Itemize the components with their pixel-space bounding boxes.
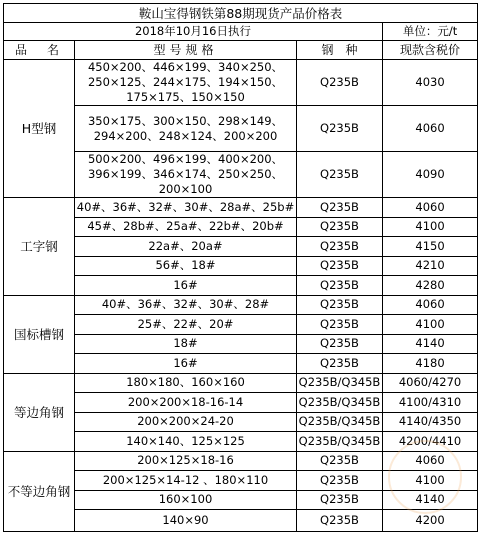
steel-cell: Q235B/Q345B <box>297 373 383 393</box>
spec-cell: 40#、36#、32#、30#、28# <box>75 295 297 315</box>
price-cell: 4090 <box>383 152 478 198</box>
steel-cell: Q235B <box>297 106 383 152</box>
price-cell: 4140/4350 <box>383 412 478 432</box>
price-cell: 4100 <box>383 471 478 491</box>
effective-date: 2018年10月16日执行 <box>4 23 383 41</box>
category-unequal-angle: 不等边角钢 <box>4 451 75 532</box>
spec-cell: 25#、22#、20# <box>75 315 297 335</box>
spec-cell: 500×200、496×199、400×200、396×199、346×174、250×250、200×100 <box>75 152 297 198</box>
steel-cell: Q235B <box>297 217 383 237</box>
category-i-beam: 工字钢 <box>4 198 75 296</box>
price-cell: 4100 <box>383 315 478 335</box>
price-cell: 4200 <box>383 510 478 532</box>
price-cell: 4200/4410 <box>383 432 478 452</box>
spec-cell: 200×125×18-16 <box>75 451 297 471</box>
steel-cell: Q235B <box>297 152 383 198</box>
unit-label: 单位：元/t <box>383 23 478 41</box>
spec-cell: 45#、28b#、25a#、22b#、20b# <box>75 217 297 237</box>
spec-cell: 200×200×24-20 <box>75 412 297 432</box>
spec-cell: 350×175、300×150、298×149、294×200、248×124、200×200 <box>75 106 297 152</box>
spec-cell: 18# <box>75 334 297 354</box>
steel-cell: Q235B <box>297 451 383 471</box>
category-h-beam: H型钢 <box>4 60 75 198</box>
spec-cell: 450×200、446×199、340×250、250×125、244×175、194×150、175×175、150×150 <box>75 60 297 106</box>
steel-cell: Q235B <box>297 490 383 510</box>
steel-cell: Q235B <box>297 237 383 257</box>
price-cell: 4060 <box>383 451 478 471</box>
page-title: 鞍山宝得钢铁第88期现货产品价格表 <box>4 4 478 23</box>
steel-cell: Q235B/Q345B <box>297 412 383 432</box>
price-cell: 4140 <box>383 490 478 510</box>
header-name: 品 名 <box>4 41 75 60</box>
price-cell: 4150 <box>383 237 478 257</box>
price-cell: 4140 <box>383 334 478 354</box>
steel-cell: Q235B <box>297 295 383 315</box>
spec-cell: 140×140、125×125 <box>75 432 297 452</box>
price-cell: 4030 <box>383 60 478 106</box>
header-steel: 钢 种 <box>297 41 383 60</box>
spec-cell: 16# <box>75 354 297 374</box>
steel-cell: Q235B <box>297 315 383 335</box>
steel-cell: Q235B <box>297 256 383 276</box>
steel-cell: Q235B <box>297 510 383 532</box>
price-cell: 4100 <box>383 217 478 237</box>
header-spec: 型号规格 <box>75 41 297 60</box>
price-cell: 4100/4310 <box>383 393 478 413</box>
steel-cell: Q235B <box>297 276 383 296</box>
price-cell: 4060 <box>383 198 478 218</box>
spec-cell: 140×90 <box>75 510 297 532</box>
price-table <box>3 3 478 532</box>
steel-cell: Q235B/Q345B <box>297 432 383 452</box>
spec-cell: 200×125×14-12 、180×110 <box>75 471 297 491</box>
spec-cell: 16# <box>75 276 297 296</box>
price-cell: 4060 <box>383 295 478 315</box>
spec-cell: 56#、18# <box>75 256 297 276</box>
steel-cell: Q235B <box>297 60 383 106</box>
steel-cell: Q235B <box>297 354 383 374</box>
steel-cell: Q235B <box>297 198 383 218</box>
spec-cell: 180×180、160×160 <box>75 373 297 393</box>
price-cell: 4060 <box>383 106 478 152</box>
price-cell: 4210 <box>383 256 478 276</box>
spec-cell: 22a#、20a# <box>75 237 297 257</box>
category-channel-steel: 国标槽钢 <box>4 295 75 373</box>
spec-cell: 200×200×18-16-14 <box>75 393 297 413</box>
price-cell: 4060/4270 <box>383 373 478 393</box>
price-cell: 4180 <box>383 354 478 374</box>
header-price: 现款含税价 <box>383 41 478 60</box>
category-equal-angle: 等边角钢 <box>4 373 75 451</box>
spec-cell: 160×100 <box>75 490 297 510</box>
steel-cell: Q235B <box>297 334 383 354</box>
price-cell: 4280 <box>383 276 478 296</box>
steel-cell: Q235B <box>297 471 383 491</box>
steel-cell: Q235B/Q345B <box>297 393 383 413</box>
spec-cell: 40#、36#、32#、30#、28a#、25b# <box>75 198 297 218</box>
